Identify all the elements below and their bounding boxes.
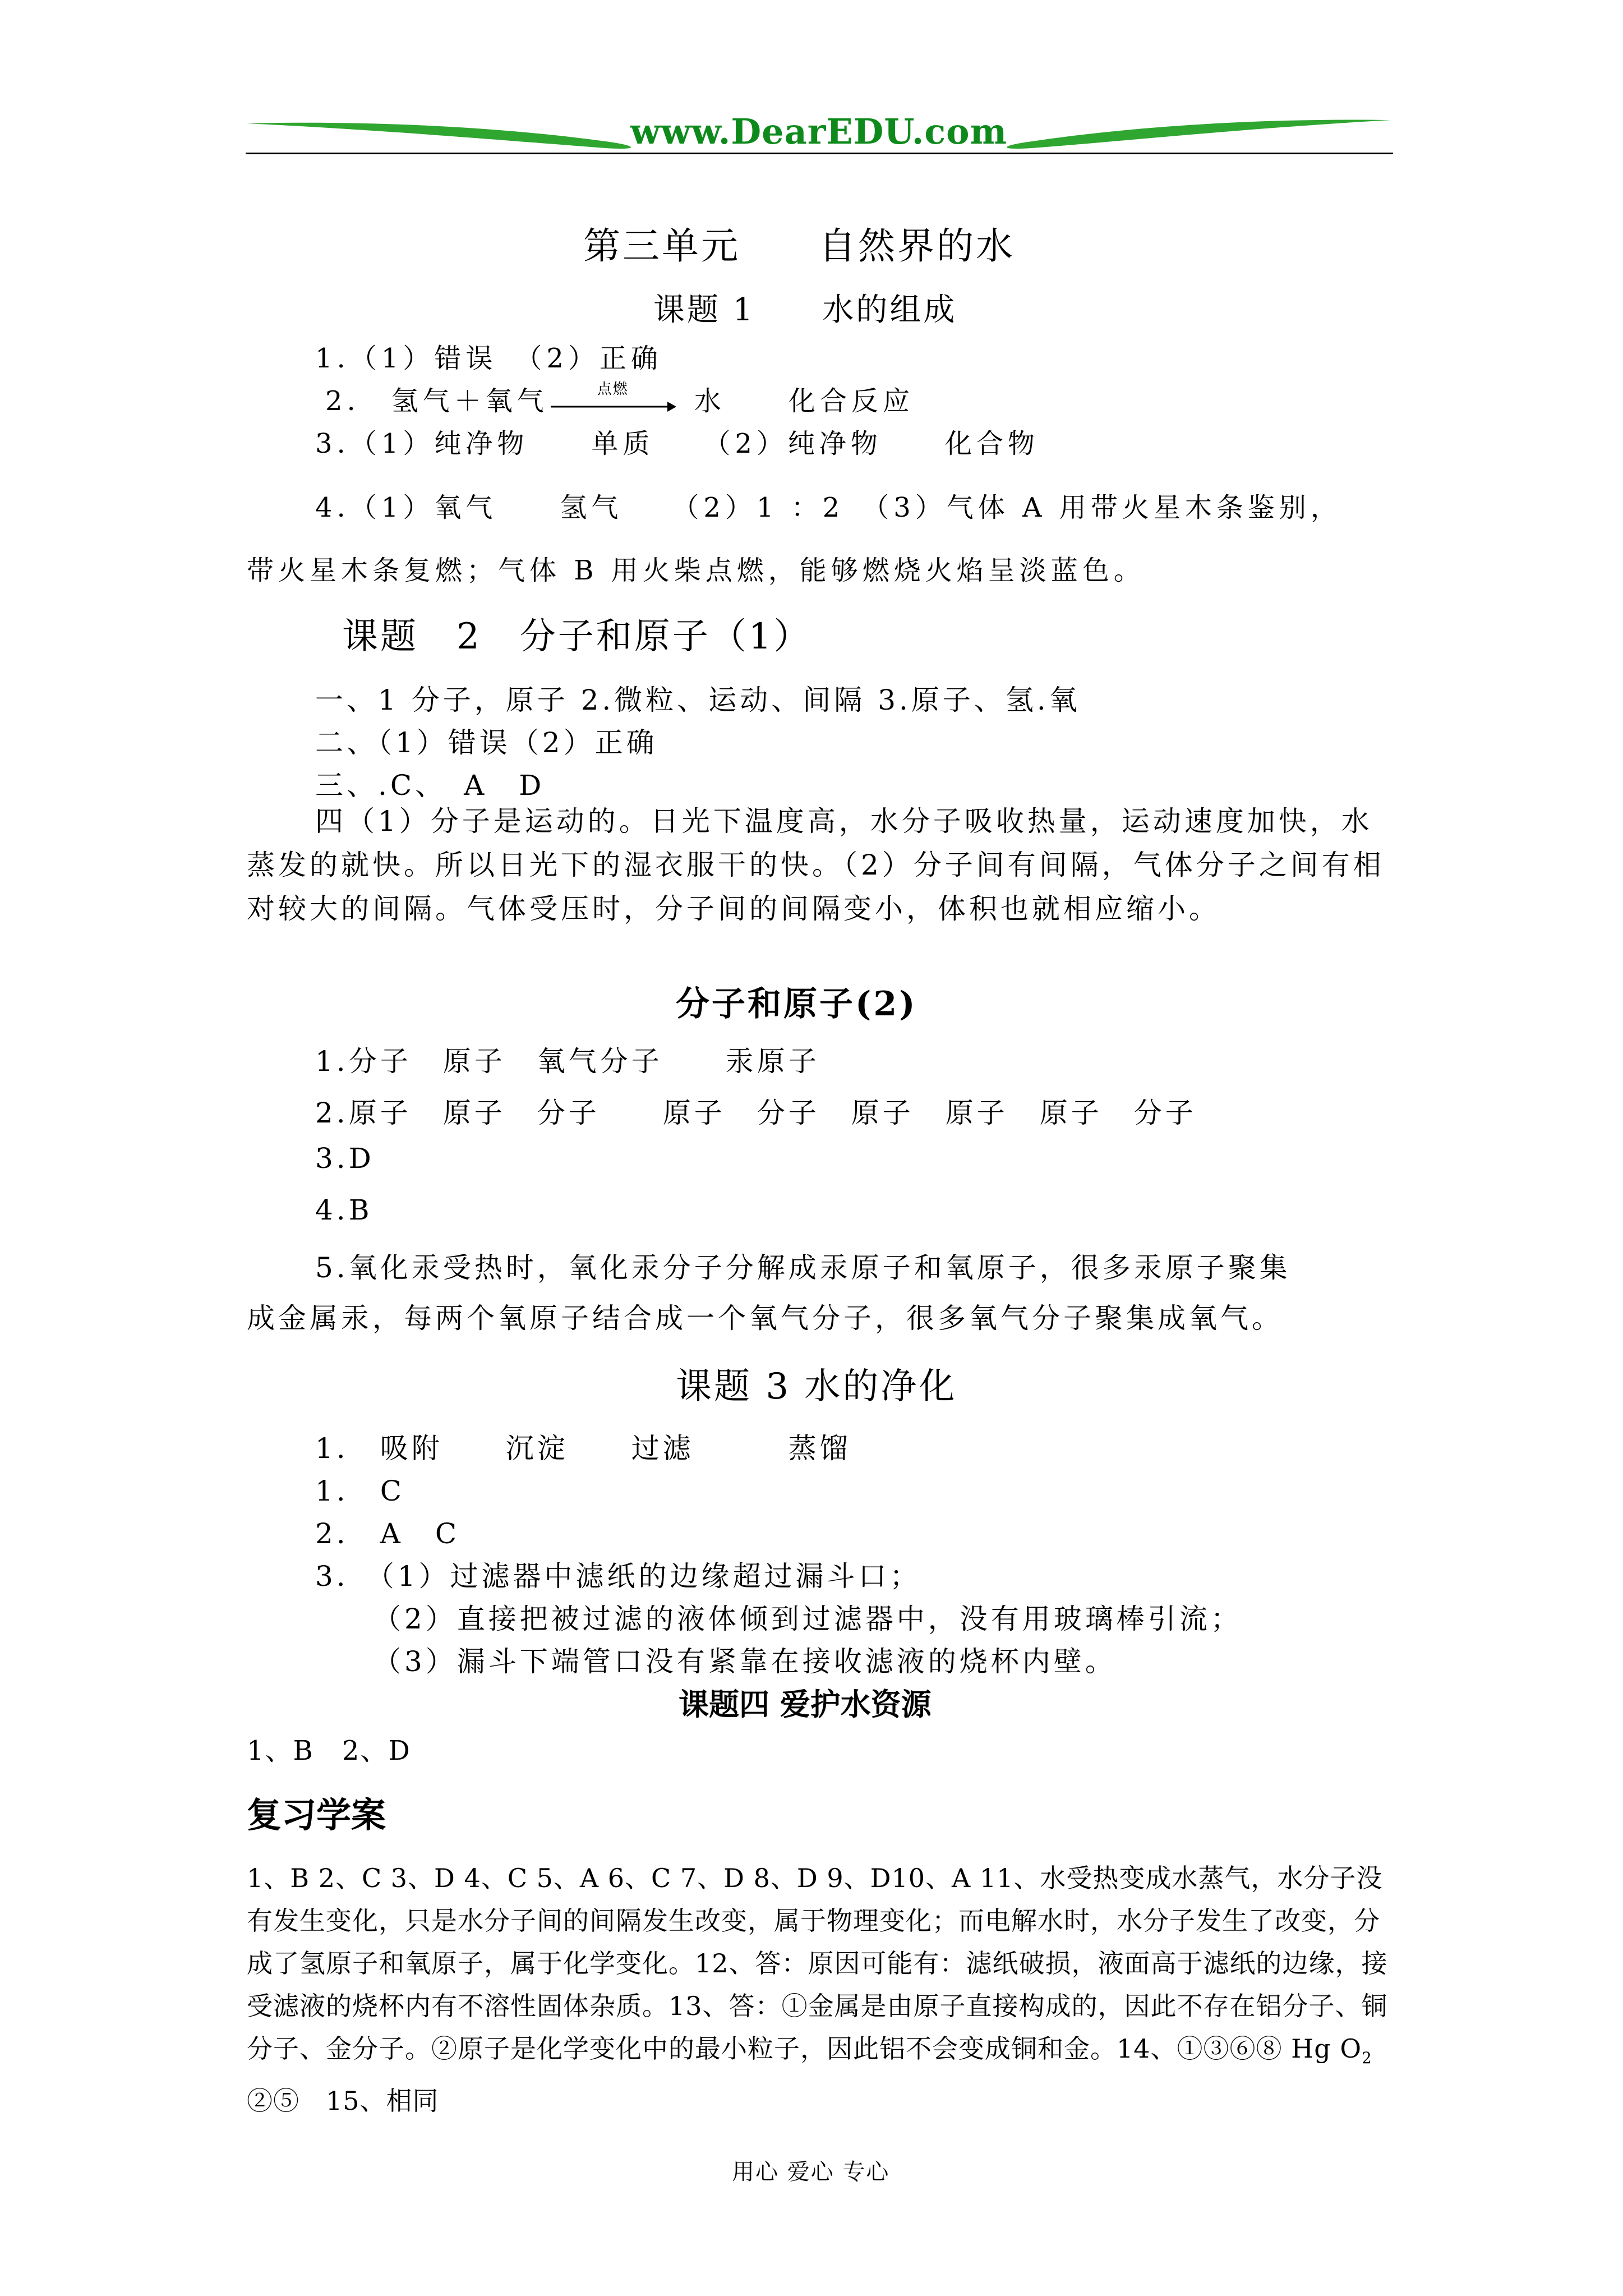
review-text: 1、B 2、C 3、D 4、C 5、A 6、C 7、D 8、D 9、D10、A 11、水受热变成水蒸气，水分子没有发生变化，只是水分子间的间隔发生改变，属于物理变化；而电解水时，水分子发生了改变，分成了氢原子和氧原子，属于化学变化。12、答：原因可能有：滤纸破损，液面高于滤纸的边缘，接受滤液的烧杯内有不溶性固体杂质。13、答：①金属是由原子直接构成的，因此不存在铝分子、铜分子、金分子。②原子是化学变化中的最小粒子，因此铝不会变成铜和金。14、①③⑥⑧ Hg O: [247, 1863, 1388, 2064]
header-logo: [247, 107, 1391, 168]
review-tail: ②⑤ 15、相同: [247, 2033, 1399, 2116]
arrow-label: 点燃: [597, 380, 629, 398]
page-footer: 用心 爱心 专心: [732, 2159, 890, 2185]
page-title: 第三单元 自然界的水: [583, 224, 1015, 268]
lesson2-line2: 二、（1）错误（2）正确: [315, 726, 658, 759]
lesson1-line3: 3.（1）纯净物 单质 （2）纯净物 化合物: [315, 428, 1039, 459]
lesson3-line4: 3. （1）过滤器中滤纸的边缘超过漏斗口；: [315, 1560, 921, 1593]
lesson2b-line1: 1.分子 原子 氧气分子 汞原子: [315, 1045, 820, 1078]
lesson2-line1: 一、1 分子，原子 2.微粒、运动、间隔 3.原子、氢.氧: [315, 684, 1081, 716]
reaction-arrow: [548, 380, 677, 415]
lesson2-paragraph: 四（1）分子是运动的。日光下温度高，水分子吸收热量，运动速度加快，水蒸发的就快。所以日光下的湿衣服干的快。（2）分子间有间隔，气体分子之间有相对较大的间隔。气体受压时，分子间的间隔变小，体积也就相应缩小。: [247, 805, 1385, 925]
header-rule: [246, 153, 1393, 154]
lesson2b-line4: 4.B: [315, 1194, 373, 1226]
lesson3-line6: （3）漏斗下端管口没有紧靠在接收滤液的烧杯内壁。: [373, 1645, 1117, 1678]
lesson3-line2: 1. C: [315, 1475, 405, 1507]
lesson1-line1: 1.（1）错误 （2）正确: [315, 343, 662, 374]
lesson4-line1: 1、B 2、D: [247, 1735, 411, 1766]
lesson2-line3: 三、.C、 A D: [315, 769, 545, 802]
lesson2b-line3: 3.D: [315, 1142, 375, 1175]
review-heading: 复习学案: [247, 1795, 386, 1835]
lesson3-line5: （2）直接把被过滤的液体倾到过滤器中，没有用玻璃棒引流；: [373, 1603, 1242, 1635]
lesson3-heading: 课题 3 水的净化: [676, 1366, 957, 1407]
logo-text: www.DearEDU.com: [630, 111, 1008, 152]
lesson1-line2: [325, 379, 914, 418]
lesson1-heading: 课题 1 水的组成: [653, 292, 957, 328]
review-subscript: 2: [1362, 2049, 1372, 2068]
lesson3-line3: 2. A C: [315, 1517, 460, 1550]
lesson1-line4b: 带火星木条复燃；气体 B 用火柴点燃，能够燃烧火焰呈淡蓝色。: [247, 555, 1145, 586]
lesson2b-heading: 分子和原子(2): [676, 984, 917, 1024]
lesson2b-line5b: 成金属汞，每两个氧原子结合成一个氧气分子，很多氧气分子聚集成氧气。: [247, 1302, 1283, 1335]
lesson4-heading: 课题四 爱护水资源: [679, 1686, 932, 1722]
lesson2b-line2: 2.原子 原子 分子 原子 分子 原子 原子 原子 分子: [315, 1097, 1197, 1129]
lesson2-heading: 课题 2 分子和原子（1）: [342, 616, 812, 657]
lesson1-line2-suffix: 水 化合反应: [694, 385, 914, 417]
review-body: [247, 1857, 1399, 2122]
lesson2b-line5a: 5.氧化汞受热时，氧化汞分子分解成汞原子和氧原子，很多汞原子聚集: [315, 1251, 1291, 1284]
lesson1-line4a: 4.（1）氧气 氢气 （2）1 ：2 （3）气体 A 用带火星木条鉴别，: [315, 492, 1342, 523]
lesson3-line1: 1. 吸附 沉淀 过滤 蒸馏: [315, 1432, 851, 1465]
lesson1-line2-prefix: 2. 氢气＋氧气: [325, 385, 548, 417]
